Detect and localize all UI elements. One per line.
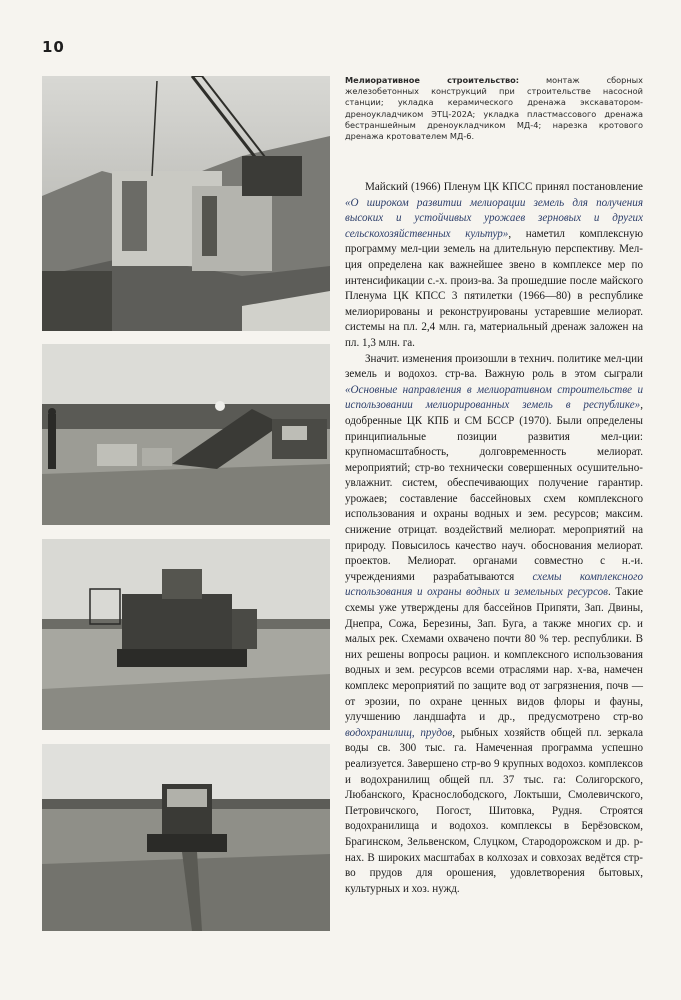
photo-caption [345, 75, 643, 142]
photo-trenchless-drainlayer [42, 539, 330, 730]
p2-schemes-term: схемы комплексного использования и охраны водных и земельных ресурсов [345, 570, 643, 599]
p1-text-b: , наметил комплексную программу мел-ции земель на длительную перспективу. Мел-ция определена как важнейшее звено в комплексе мер по интенсификации с.-х. произ-ва. За прошедшие после майского Пленума ЦК КПСС 3 пятилетки (1966—80) в республике мелиорированы и реконструированы устаревшие мелиорат. системы на пл. 2,4 млн. га, материальный дренаж заложен на пл. 1,3 млн. га. [345, 227, 643, 349]
page-number: 10 [42, 38, 65, 56]
p2-text-a: Значит. изменения произошли в технич. политике мел-ции земель и водохоз. стр-ва. Важную роль в этом сыграли [345, 352, 643, 381]
p2-text-d: , рыбных хозяйств общей пл. зеркала воды св. 300 тыс. га. Намеченная программа успешно реализуется. Завершено стр-во 9 крупных водохоз. комплексов и водохранилищ общей пл. 37 тыс. га: Солигорского, Любанского, Краснослободского, Локтыши, Смолевичского, Петровичского, Погост, Шитовка, Рудня. Строятся водохранилища и водохоз. комплексы в Берёзовском, Брагинском, Зельвенском, Слуцком, Стародорожском и др. р-нах. В широких масштабах в колхозах и совхозах ведётся стр-во прудов для орошения, удовлетворения бытовых, культурных и хоз. нужд. [345, 726, 643, 895]
photo-excavator-drainlayer [42, 344, 330, 525]
article-body [345, 180, 643, 897]
p1-resolution-title: «О широком развитии мелиорации земель для получения высоких и устойчивых урожаев зерновых и других сельскохозяйственных культур» [345, 196, 643, 240]
caption-text: монтаж сборных железобетонных конструкций при строительстве насосной станции; укладка керамического дренажа экскаватором-дреноукладчиком ЭТЦ-202А; укладка пластмассового дренажа бестраншейным дреноукладчиком МД-4; нарезка кротового дренажа кротователем МД-6. [345, 75, 643, 142]
p1-text-a: Майский (1966) Пленум ЦК КПСС принял постановление [365, 181, 643, 193]
p2-text-b: , одобренные ЦК КПБ и СМ БССР (1970). Были определены принципиальные позиции развития мел-ции: крупномасштабность, долговременность мелиорат. мероприятий; стр-во технически совершенных осушительно-увлажнит. систем, обеспечивающих получение гарантир. урожаев; составление бассейновых схем комплексного использования и охраны водных и зем. ресурсов; максим. снижение отрицат. воздействий мелиорат. мероприятий на природу. Повысилось качество науч. обоснования мелиорат. проектов. Мелиорат. органами совместно с н.-и. учреждениями разрабатываются [345, 399, 643, 583]
p2-directions-title: «Основные направления в мелиоративном строительстве и использовании мелиорированных земель в республике» [345, 383, 643, 412]
photo-mole-drainage-tractor [42, 744, 330, 931]
p2-text-c: . Такие схемы уже утверждены для бассейнов Припяти, Зап. Двины, Днепра, Сожа, Березины, Зап. Буга, а также многих ср. и малых рек. Схемами охвачено почти 80 % тер. республики. В них решены вопросы рацион. и комплексного использования водных и зем. ресурсов всеми отраслями нар. х-ва, намечен комплекс мероприятий по защите вод от загрязнения, почв — от эрозии, по охране ценных видов флоры и фауны, улучшению ландшафта и др., предусмотрено стр-во [345, 586, 643, 724]
article-paragraph-2 [345, 352, 643, 898]
article-paragraph-1 [345, 180, 643, 352]
p2-reservoirs-term: водохранилищ, прудов [345, 726, 453, 739]
photo-pumping-station-construction [42, 76, 330, 331]
caption-lead: Мелиоративное строительство: [345, 75, 520, 85]
